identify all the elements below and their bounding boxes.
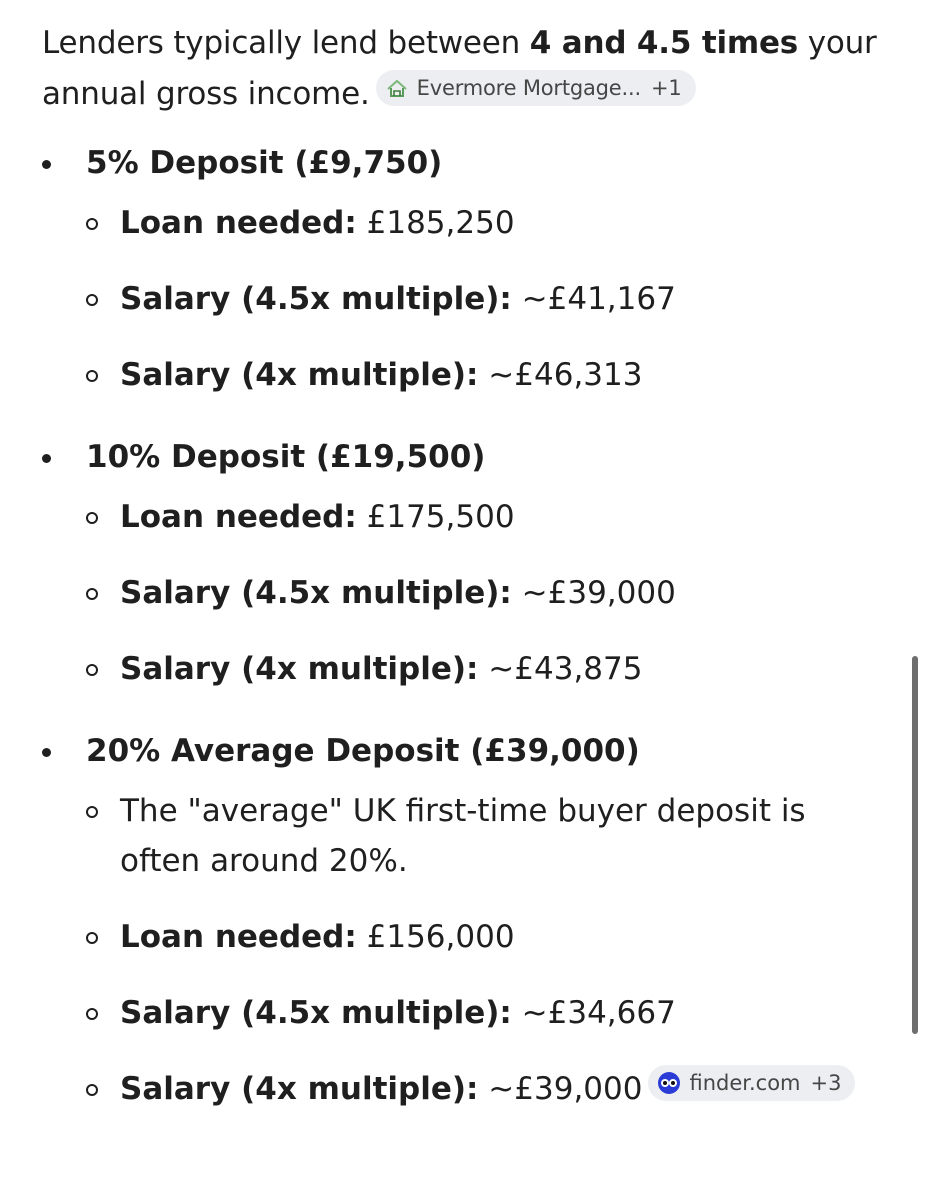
section-title: 10% Deposit (£19,500) <box>86 439 486 475</box>
intro-bold-text: 4 and 4.5 times <box>529 25 799 61</box>
bullet-icon <box>42 160 51 169</box>
list-item <box>86 988 892 1038</box>
intro-text-before: Lenders typically lend between <box>42 25 530 61</box>
ring-bullet-icon <box>86 512 98 524</box>
item-value: ~£39,000 <box>511 575 676 611</box>
ring-bullet-icon <box>86 932 98 944</box>
source-chip-finder[interactable] <box>648 1065 855 1101</box>
list-item <box>86 492 892 542</box>
ring-bullet-icon <box>86 218 98 230</box>
item-value: £156,000 <box>356 919 515 955</box>
item-value: ~£41,167 <box>511 281 676 317</box>
item-value: ~£39,000 <box>478 1071 643 1107</box>
item-value: ~£46,313 <box>478 357 643 393</box>
section-details <box>86 492 892 694</box>
list-item <box>86 350 892 400</box>
section-title: 20% Average Deposit (£39,000) <box>86 733 640 769</box>
source-chip-evermore[interactable] <box>376 70 696 106</box>
section-20-percent <box>42 728 892 1114</box>
item-label: Loan needed: <box>120 205 357 241</box>
scrollbar-thumb[interactable] <box>912 656 918 1034</box>
item-label: Salary (4x multiple): <box>120 651 479 687</box>
source-chip-finder-label: finder.com <box>689 1071 801 1095</box>
house-logo-icon <box>385 76 409 100</box>
intro-text-after: your annual gross income. <box>42 25 877 112</box>
ring-bullet-icon <box>86 294 98 306</box>
list-item <box>86 274 892 324</box>
section-10-percent <box>42 434 892 694</box>
finder-owl-logo-icon <box>657 1071 681 1095</box>
intro-paragraph <box>42 18 892 120</box>
item-value: £175,500 <box>356 499 515 535</box>
item-label: Salary (4.5x multiple): <box>120 281 512 317</box>
item-value: £185,250 <box>356 205 515 241</box>
ring-bullet-icon <box>86 370 98 382</box>
item-label: Loan needed: <box>120 919 357 955</box>
item-label: Loan needed: <box>120 499 357 535</box>
ring-bullet-icon <box>86 806 98 818</box>
bullet-icon <box>42 454 51 463</box>
item-label: Salary (4.5x multiple): <box>120 995 512 1031</box>
source-chip-evermore-label: Evermore Mortgage... <box>416 76 641 100</box>
list-item <box>86 1064 892 1114</box>
item-label: Salary (4x multiple): <box>120 357 479 393</box>
ring-bullet-icon <box>86 1084 98 1096</box>
ring-bullet-icon <box>86 1008 98 1020</box>
list-item <box>86 912 892 962</box>
bullet-icon <box>42 748 51 757</box>
section-title: 5% Deposit (£9,750) <box>86 145 443 181</box>
item-note: The "average" UK first-time buyer deposit is often around 20%. <box>120 793 806 879</box>
source-chip-evermore-more: +1 <box>650 76 682 100</box>
list-item <box>86 786 892 886</box>
item-label: Salary (4x multiple): <box>120 1071 479 1107</box>
section-details <box>86 198 892 400</box>
list-item <box>86 198 892 248</box>
list-item <box>86 644 892 694</box>
item-label: Salary (4.5x multiple): <box>120 575 512 611</box>
item-value: ~£34,667 <box>511 995 676 1031</box>
source-chip-finder-more: +3 <box>810 1071 842 1095</box>
section-5-percent <box>42 140 892 400</box>
ring-bullet-icon <box>86 664 98 676</box>
section-details <box>86 786 892 1114</box>
list-item <box>86 568 892 618</box>
item-value: ~£43,875 <box>478 651 643 687</box>
ring-bullet-icon <box>86 588 98 600</box>
answer-content <box>42 18 892 1114</box>
deposit-list <box>42 140 892 1114</box>
